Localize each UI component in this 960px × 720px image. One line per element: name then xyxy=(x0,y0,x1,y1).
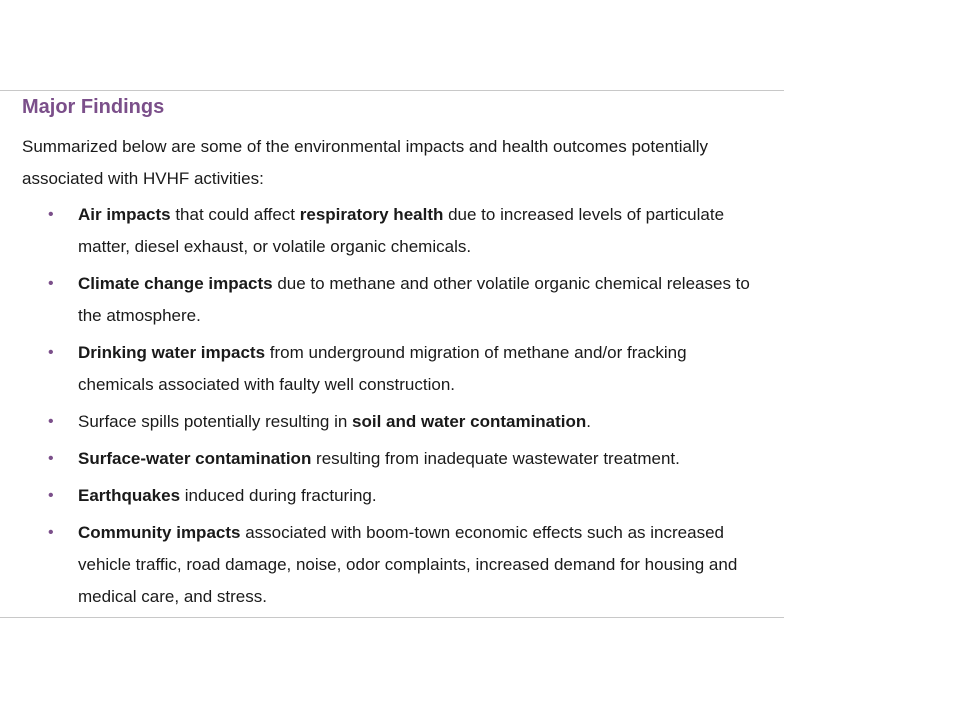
intro-paragraph: Summarized below are some of the environmental impacts and health outcomes potentially associated with HVHF activities: xyxy=(22,137,709,188)
finding-bold-text: soil and water contamination xyxy=(352,412,587,431)
bullet-icon: • xyxy=(48,450,54,467)
finding-bold-text: Earthquakes xyxy=(78,486,181,505)
finding-surface-water xyxy=(0,443,784,475)
finding-text: from underground migration of methane and/or fracking chemicals associated with faulty well construction. xyxy=(78,343,687,394)
finding-text: resulting from inadequate wastewater treatment. xyxy=(311,449,680,468)
finding-bold-text: Drinking water impacts xyxy=(78,343,266,362)
bullet-icon: • xyxy=(48,344,54,361)
finding-surface-spills xyxy=(0,406,784,438)
finding-text: associated with boom-town economic effects such as increased vehicle traffic, road damage, noise, odor complaints, increased demand for housing and medical care, and stress. xyxy=(78,523,738,606)
bullet-icon: • xyxy=(48,206,54,223)
finding-bold-text: Climate change impacts xyxy=(78,274,273,293)
finding-community-impacts xyxy=(0,517,784,613)
bullet-icon: • xyxy=(48,487,54,504)
section-title: Major Findings xyxy=(22,96,165,118)
findings-list xyxy=(0,199,784,618)
finding-text: due to increased levels of particulate matter, diesel exhaust, or volatile organic chemicals. xyxy=(78,205,725,256)
finding-climate-change xyxy=(0,268,784,332)
finding-text: . xyxy=(586,412,592,431)
finding-air-impacts xyxy=(0,199,784,263)
finding-bold-text: respiratory health xyxy=(299,205,444,224)
bullet-icon: • xyxy=(48,413,54,430)
bullet-icon: • xyxy=(48,275,54,292)
finding-drinking-water xyxy=(0,337,784,401)
bullet-icon: • xyxy=(48,524,54,541)
finding-bold-text: Surface-water contamination xyxy=(78,449,312,468)
major-findings-panel xyxy=(0,90,784,618)
finding-text: that could affect xyxy=(170,205,300,224)
finding-text: Surface spills potentially resulting in xyxy=(78,412,353,431)
finding-bold-text: Community impacts xyxy=(78,523,241,542)
finding-bold-text: Air impacts xyxy=(78,205,171,224)
finding-text: induced during fracturing. xyxy=(180,486,377,505)
finding-earthquakes xyxy=(0,480,784,512)
finding-text: due to methane and other volatile organic chemical releases to the atmosphere. xyxy=(78,274,750,325)
